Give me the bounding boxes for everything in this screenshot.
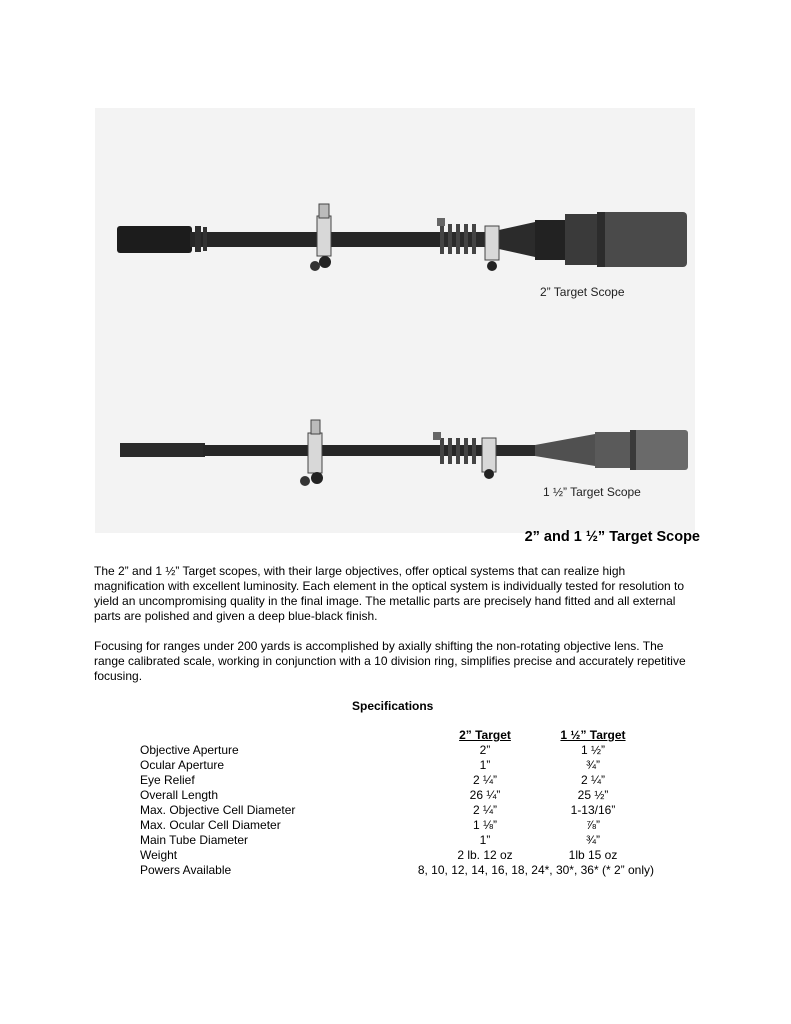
value-one-half-inch: 2 ¼” bbox=[580, 773, 605, 787]
value-two-inch: 1” bbox=[479, 758, 491, 772]
row-label: Overall Length bbox=[140, 788, 219, 802]
scopes-photo bbox=[95, 108, 695, 533]
value-one-half-inch: ⅞” bbox=[585, 818, 600, 832]
row-label: Max. Ocular Cell Diameter bbox=[140, 818, 281, 832]
row-label: Main Tube Diameter bbox=[140, 833, 249, 847]
row-label: Powers Available bbox=[140, 863, 232, 877]
row-label: Eye Relief bbox=[140, 773, 195, 787]
value-two-inch: 1 ⅛” bbox=[472, 818, 497, 832]
specifications-title: Specifications bbox=[352, 699, 434, 713]
value-two-inch: 2” bbox=[479, 743, 491, 757]
caption-two-inch: 2” Target Scope bbox=[540, 285, 625, 299]
row-label: Max. Objective Cell Diameter bbox=[140, 803, 296, 817]
value-two-inch: 26 ¼” bbox=[469, 788, 501, 802]
value-one-half-inch: ¾” bbox=[585, 758, 600, 772]
value-two-inch: 1” bbox=[479, 833, 491, 847]
column-header-two-inch: 2” Target bbox=[459, 728, 511, 742]
row-label: Objective Aperture bbox=[140, 743, 239, 757]
caption-one-half-inch: 1 ½” Target Scope bbox=[543, 485, 641, 499]
page-heading: 2” and 1 ½” Target Scope bbox=[524, 529, 700, 545]
value-two-inch: 2 lb. 12 oz bbox=[457, 848, 513, 862]
value-one-half-inch: ¾” bbox=[585, 833, 600, 847]
row-label: Ocular Aperture bbox=[140, 758, 225, 772]
value-two-inch: 2 ¼” bbox=[472, 803, 497, 817]
value-one-half-inch: 1 ½” bbox=[580, 743, 605, 757]
column-header-one-half-inch: 1 ½” Target bbox=[560, 728, 626, 742]
powers-value: 8, 10, 12, 14, 16, 18, 24*, 30*, 36* (* 2” only) bbox=[417, 863, 654, 877]
paragraph-intro: The 2” and 1 ½” Target scopes, with their large objectives, offer optical systems that can realize high magnification with excellent luminosity. Each element in the optical system is individually tested for resolution to yield an uncompromising quality in the final image. The metallic parts are precisely hand fitted and all external parts are polished and given a deep blue-black finish. bbox=[94, 564, 685, 623]
value-one-half-inch: 25 ½” bbox=[577, 788, 609, 802]
value-one-half-inch: 1lb 15 oz bbox=[568, 848, 618, 862]
value-two-inch: 2 ¼” bbox=[472, 773, 497, 787]
paragraph-focusing: Focusing for ranges under 200 yards is accomplished by axially shifting the non-rotating objective lens. The range calibrated scale, working in conjunction with a 10 division ring, simplifies precise and accurately repetitive focusing. bbox=[94, 639, 686, 683]
value-one-half-inch: 1-13/16” bbox=[570, 803, 616, 817]
row-label: Weight bbox=[140, 848, 178, 862]
